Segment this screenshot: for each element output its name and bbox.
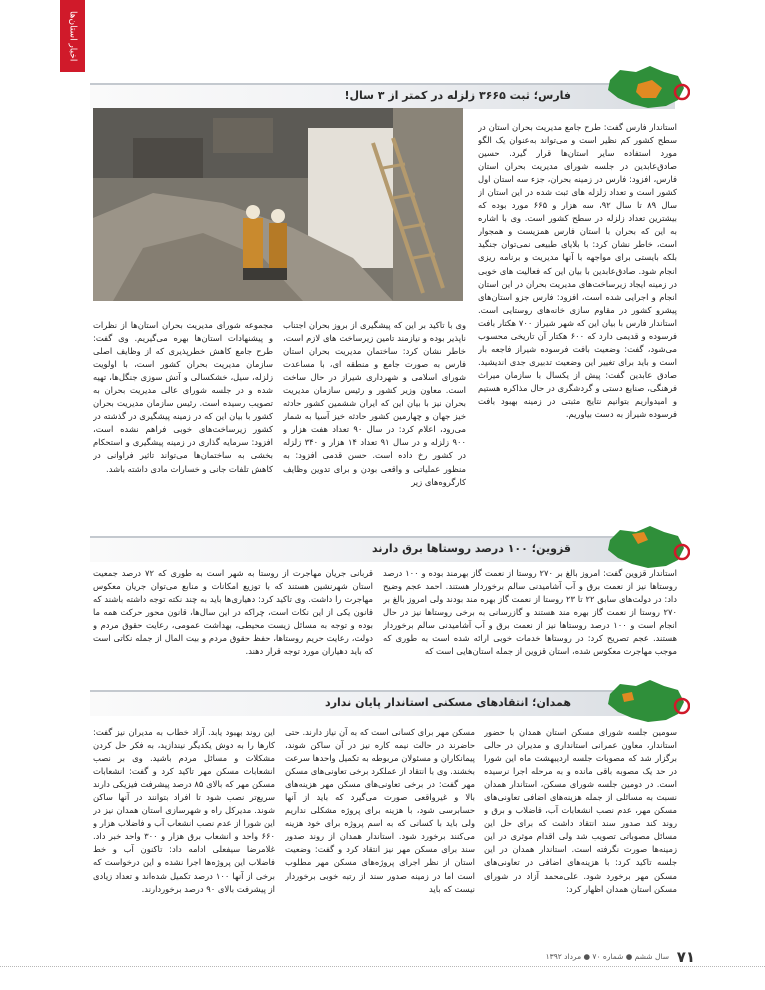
fars-column-middle: وی با تاکید بر این که پیشگیری از بروز بحران اجتناب ناپذیر بوده و نیازمند تامین زیرساخت های لازم است، خاطر نشان کرد: ساختمان مدیریت بحران استان فارس به صورت جامع و منطقه ای، با مساعدت شورای اسلامی و شهرداری شیراز در حال ساخت است. معاون وزیر کشور و رئیس سازمان مدیریت بحران نیز با بیان این که ایران ششمین کشور حادثه خیز جهان و چهارمین کشور حادثه خیز آسیا به شمار می‌رود، اعلام کرد: در سال ۹۰ تعداد هفت هزار و ۹۰۰ زلزله و در سال ۹۱ تعداد ۱۴ هزار و ۳۴۰ زلزله در کشور رخ داده است. حسن قدمی افزود: به منظور عملیاتی و واقعی بودن و برای تدوین وظایف کارگروه‌های زیر <box>283 320 466 487</box>
qazvin-header <box>90 536 675 562</box>
hamedan-header <box>90 690 675 716</box>
qazvin-column-right: استاندار قزوین گفت: امروز بالغ بر ۲۷۰ روستا از نعمت گاز بهرمند بوده و ۱۰۰ درصد روستاها نیز از نعمت برق و آب آشامیدنی سالم برخوردار هستند. احمد عجم وضیح داد: در دولت‌های سابق ۲۲ تا ۲۳ روستا از نعمت گاز بهره مند بودند ولی امروز بالغ بر ۲۷۰ روستا از نعمت گاز بهره مند هستند و گازرسانی به برخی روستاها نیز در حال انجام است و ۱۰۰ درصد روستاها نیز از نعمت برق و آب آشامیدنی سالم برخوردار هستند. عجم تصریح کرد: در روستاها خدمات خوبی ارائه شده است به طوری که موجب مهاجرت معکوس شده، استان قزوین از جمله استان‌هایی است که <box>383 568 677 657</box>
fars-title: فارس؛ ثبت ۳۶۶۵ زلزله در کمتر از ۳ سال! <box>344 89 571 102</box>
fars-header <box>90 83 675 109</box>
iran-map-icon <box>598 676 690 726</box>
fars-column-left: مجموعه شورای مدیریت بحران استان‌ها از نظرات و پیشنهادات استان‌ها بهره می‌گیریم. وی گفت: طرح جامع کاهش خطرپذیری که از وظایف اصلی سازمان مدیریت بحران کشور است، با اولویت زلزله، سیل، خشکسالی و آتش سوزی جنگل‌ها، تهیه شده و در جلسه شورای عالی مدیریت بحران به تصویب رسیده است. رئیس سازمان مدیریت بحران کشور با بیان این که در زمینه پیشگیری در گذشته در کشور زیرساخت‌های خوبی فراهم نشده است، افزود: سرمایه گذاری در زمینه پیشگیری و استحکام بخشی به ساختمان‌ها می‌تواند تاثیر فراوانی در کاهش تلفات جانی و خسارات مادی داشته باشد. <box>93 320 273 474</box>
page-number: ۷۱ <box>676 948 695 966</box>
hamedan-column-1: سومین جلسه شورای مسکن استان همدان با حضور استاندار، معاون عمرانی استانداری و مدیران در حالی برگزار شد که مصوبات جلسه اردیبهشت ماه این شورا در حد یک مصوبه باقی مانده و به مرحله اجرا نرسیده است. در دومین جلسه شورای مسکن، استاندار همدان نسبت به مسائلی از جمله هزینه‌های اضافی تعاونی‌های مسکن مهر، عدم نصب انشعابات آب، فاضلاب و برق و روند کند صدور سند انتقاد داشت که برای حل این مسائل مصوباتی تصویب شد ولی اقدام موثری در این زمینه‌ها صورت نگرفته است. استاندار همدان در این جلسه تاکید کرد: با هزینه‌های اضافی در تعاونی‌های مسکن مهر برخورد شود. علی‌محمد آزاد در شورای مسکن استان همدان اظهار کرد: <box>484 727 677 894</box>
earthquake-rescue-photo <box>93 108 463 301</box>
qazvin-column-left: قربانی جریان مهاجرت از روستا به شهر است به طوری که ۷۲ درصد جمعیت استان شهرنشین هستند که با توزیع امکانات و منابع می‌توان جریان معکوس مهاجرت را داشت. وی تاکید کرد: دهیاری‌ها باید به چند نکته توجه داشته باشند که قانون یکی از این نکات است، چراکه در این سال‌ها، قانون محور حرکت همه ما بوده و توجه به مسائل زیست محیطی، بهداشت عمومی، رعایت حقوق مردم و دولت، رعایت حریم روستاها، حفظ حقوق مردم و بیت المال از جمله نکاتی است که باید دهیاران مورد توجه قرار دهند. <box>93 568 373 657</box>
page-footer <box>90 948 695 968</box>
hamedan-title: همدان؛ انتقادهای مسکنی استاندار پایان ندارد <box>325 696 571 709</box>
qazvin-title: قزوین؛ ۱۰۰ درصد روستاها برق دارند <box>372 542 571 555</box>
hamedan-column-2: مسکن مهر برای کسانی است که به آن نیاز دارند. حتی حاضرند در حالت نیمه کاره نیز در آن ساکن شوند، پیمانکاران و مسئولان مربوطه به تکمیل واحدها سرعت بخشند. وی با انتقاد از عملکرد برخی تعاونی‌های مسکن مهر گفت: در برخی تعاونی‌های مسکن مهر هزینه‌های بالا و غیرواقعی صورت می‌گیرد که باید از آنها حسابرسی شود، با هزینه برای پروژه مشکلی نداریم ولی باید با کسانی که به اسم پروژه برای خود هزینه می‌کنند برخورد شود. استاندار همدان از روند صدور سند برای مسکن مهر نیز انتقاد کرد و گفت: وضعیت استان از نظر اجرای پروژه‌های مسکن مهر مطلوب است اما در زمینه صدور سند از رتبه خوبی برخوردار نیست که باید <box>285 727 475 894</box>
iran-map-icon <box>598 62 690 112</box>
hamedan-column-3: این روند بهبود یابد. آزاد خطاب به مدیران نیز گفت: کارها را به دوش یکدیگر نیندازید، به فکر حل کردن مشکلات و مسائل مردم باشید. وی بر نصب انشعابات مسکن مهر تاکید کرد و گفت: انشعابات مسکن مهر که بالای ۸۵ درصد پیشرفت فیزیکی دارند سریع‌تر نصب شود تا افراد بتوانند در آنها ساکن شوند. مدیرکل راه و شهرسازی استان همدان نیز در این شورا از عدم نصب انشعاب آب و فاضلاب هزار و ۶۶۰ واحد و انشعاب برق هزار و ۳۰۰ واحد خبر داد. غلامرضا سیفعلی ادامه داد: تاکنون آب و خط فاضلاب این پروژه‌ها اجرا نشده و این درخواست که برخی از آنها ۱۰۰ درصد تکمیل شده‌اند و تعداد زیادی از پیشرفت بالای ۹۰ درصد برخوردارند. <box>93 727 275 894</box>
iran-map-icon <box>598 522 690 572</box>
issue-info: سال ششم ● شماره ۷۰ ● مرداد ۱۳۹۲ <box>545 952 669 961</box>
fars-column-right: استاندار فارس گفت: طرح جامع مدیریت بحران استان در سطح کشور کم نظیر است و می‌تواند به‌عنوان یک الگو مورد استفاده سایر استان‌ها قرار گیرد. حسین صادق‌عابدین در جلسه شورای مدیریت بحران استان فارس، افزود: فارس در زمینه بحران، جزء سه استان اول کشور است و تعداد زلزله های ثبت شده در این استان از سال ۸۹ تا سال ۹۲، سه هزار و ۶۶۵ مورد بوده که بیشترین تعداد زلزله در سطح کشور است. وی با اشاره به این که بحران با استان فارس همزیست و همجوار است، خاطر نشان کرد: با بلایای طبیعی نمی‌توان جنگید بلکه بایستی برای مواجهه با آنها مدیریت و برنامه ریزی انجام شود. صادق‌عابدین با بیان این که فعالیت های خوبی در زمینه ایجاد زیرساخت‌های مدیریت بحران در این استان انجام و اجرایی شده است، افزود: فارس جزو استان‌های پیشرو کشور در مقاوم سازی خانه‌های روستایی است. استاندار فارس با بیان این که شهر شیراز ۷۰۰ هکتار بافت فرسوده و قدیمی دارد که ۶۰۰ هکتار آن تاریخی محسوب می‌شود، گفت: وضعیت بافت فرسوده شیراز فاجعه بار است و باید برای تغییر این وضعیت تدبیری جدی اندیشید. صادق عابدین گفت: پیش از یکسال با سازمان میراث فرهنگی، صنایع دستی و گردشگری در حال مذاکره هستیم و امیدواریم بتوانیم نتایج مثبتی در زمینه بهبود بافت فرسوده شیراز به دست بیاوریم. <box>478 122 677 420</box>
footer-dotted-rule <box>0 966 765 967</box>
section-tab: اخبار استان‌ها <box>60 0 85 72</box>
